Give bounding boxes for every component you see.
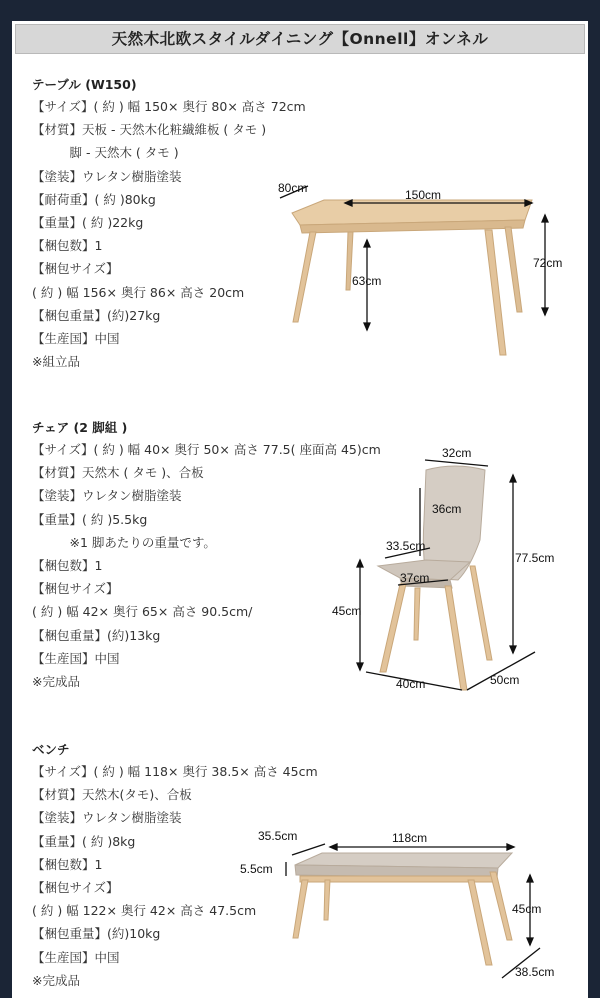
- chair-width-label: 40cm: [396, 677, 426, 691]
- chair-spec-list: [32, 438, 381, 693]
- spec-line: 【サイズ】( 約 ) 幅 118× 奥行 38.5× 高さ 45cm: [32, 764, 318, 779]
- table-depth-label: 80cm: [278, 181, 308, 195]
- spec-line: 【梱包重量】(約)13kg: [32, 627, 161, 643]
- spec-line: 【材質】天板 - 天然木化粧繊維板 ( タモ ): [32, 122, 267, 138]
- chair-back-height-label: 36cm: [432, 502, 462, 516]
- bench-cushion-label: 5.5cm: [240, 862, 273, 876]
- bench-width-label: 118cm: [392, 831, 428, 845]
- spec-line: ※1 脚あたりの重量です。: [32, 534, 216, 550]
- spec-line: 【サイズ】( 約 ) 幅 150× 奥行 80× 高さ 72cm: [32, 99, 306, 114]
- chair-illustration: [330, 440, 580, 700]
- spec-line: 脚 - 天然木 ( タモ ): [32, 145, 179, 161]
- spec-line: 【梱包数】1: [32, 238, 103, 254]
- spec-line: 【梱包サイズ】: [32, 879, 119, 895]
- spec-line: 【サイズ】( 約 ) 幅 40× 奥行 50× 高さ 77.5( 座面高 45)cm: [32, 442, 381, 457]
- chair-heading: チェア (2 脚組 ): [32, 420, 128, 435]
- spec-line: 【生産国】中国: [32, 330, 120, 346]
- bench-depth-top-label: 35.5cm: [258, 829, 298, 843]
- spec-line: 【梱包重量】(約)27kg: [32, 307, 161, 323]
- spec-line: 【梱包数】1: [32, 557, 103, 573]
- spec-line: ※完成品: [32, 673, 80, 689]
- spec-line: 【梱包数】1: [32, 856, 103, 872]
- spec-line: ※完成品: [32, 972, 80, 988]
- spec-line: 【耐荷重】( 約 )80kg: [32, 191, 156, 207]
- spec-line: ( 約 ) 幅 122× 奥行 42× 高さ 47.5cm: [32, 903, 257, 919]
- spec-line: 【梱包重量】(約)10kg: [32, 926, 161, 942]
- spec-line: ( 約 ) 幅 42× 奥行 65× 高さ 90.5cm/: [32, 604, 253, 620]
- bench-illustration: [240, 820, 580, 995]
- spec-line: 【塗装】ウレタン樹脂塗装: [32, 168, 182, 184]
- chair-back-width-label: 32cm: [442, 446, 472, 460]
- bench-height-label: 45cm: [512, 902, 542, 916]
- spec-line: 【塗装】ウレタン樹脂塗装: [32, 488, 182, 504]
- table-width-label: 150cm: [405, 188, 442, 202]
- chair-spec-section: [32, 418, 381, 693]
- spec-line: 【梱包サイズ】: [32, 261, 119, 277]
- spec-line: 【材質】天然木 ( タモ )、合板: [32, 465, 204, 481]
- spec-line: 【梱包サイズ】: [32, 581, 119, 597]
- chair-seat-height-label: 45cm: [332, 604, 362, 618]
- spec-line: 【重量】( 約 )8kg: [32, 833, 136, 849]
- table-under-height-label: 63cm: [352, 274, 382, 288]
- table-heading: テーブル (W150): [32, 77, 137, 92]
- chair-seat-depth-label: 33.5cm: [386, 539, 426, 553]
- spec-line: ※組立品: [32, 354, 80, 370]
- spec-line: 【生産国】中国: [32, 949, 120, 965]
- chair-depth-label: 50cm: [490, 673, 520, 687]
- spec-line: ( 約 ) 幅 156× 奥行 86× 高さ 20cm: [32, 284, 245, 300]
- chair-seat-width-label: 37cm: [400, 571, 430, 585]
- spec-line: 【材質】天然木(タモ)、合板: [32, 787, 192, 803]
- table-height-label: 72cm: [533, 256, 563, 270]
- spec-line: 【重量】( 約 )22kg: [32, 214, 144, 230]
- spec-line: 【生産国】中国: [32, 650, 120, 666]
- bench-heading: ベンチ: [32, 742, 70, 757]
- table-illustration: [260, 170, 580, 360]
- spec-line: 【重量】( 約 )5.5kg: [32, 511, 148, 527]
- chair-height-label: 77.5cm: [515, 551, 555, 565]
- page-title: 天然木北欧スタイルダイニング【Onnell】オンネル: [15, 24, 585, 54]
- bench-depth-label: 38.5cm: [515, 965, 555, 979]
- spec-line: 【塗装】ウレタン樹脂塗装: [32, 810, 182, 826]
